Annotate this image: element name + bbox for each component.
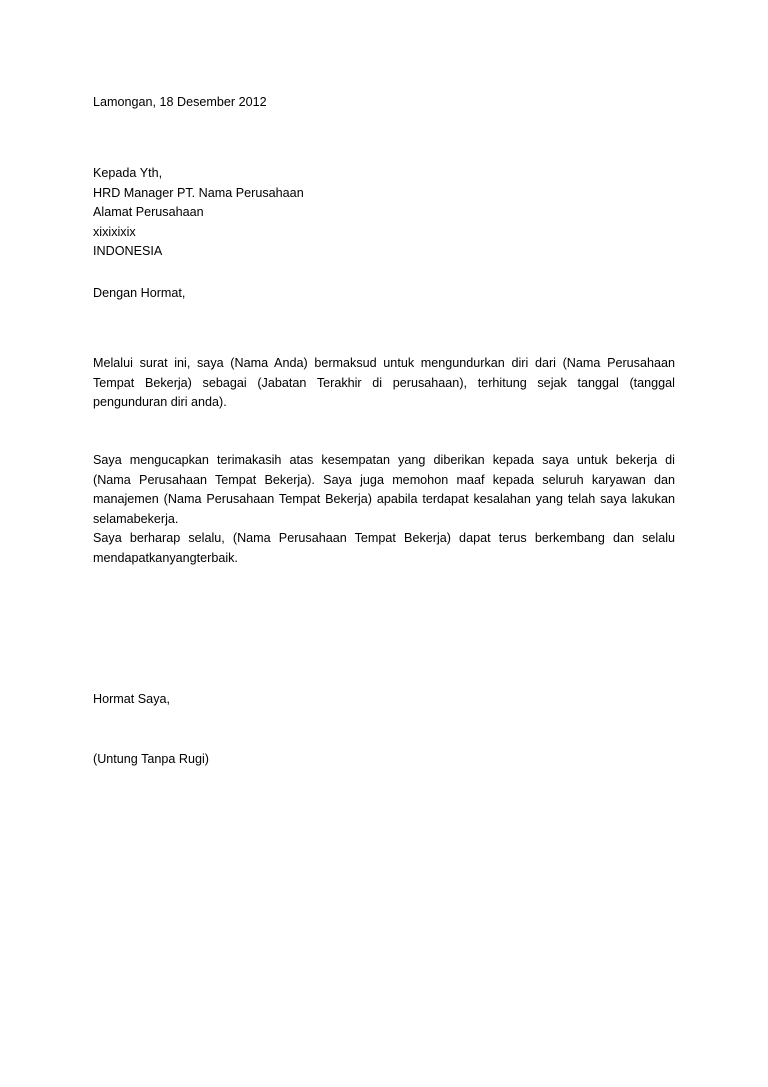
recipient-line: INDONESIA	[93, 244, 163, 259]
paragraph-line: mendapatkanyangterbaik.	[93, 550, 238, 565]
paragraph-line: Saya mengucapkan terimakasih atas kesempatan yang diberikan kepada saya untuk bekerja di	[93, 453, 675, 467]
recipient-line: Alamat Perusahaan	[93, 205, 204, 220]
body-paragraph-1	[93, 354, 675, 413]
date-text: Lamongan, 18 Desember 2012	[93, 95, 267, 109]
signature-text: (Untung Tanpa Rugi)	[93, 752, 209, 766]
paragraph-line: selamabekerja.	[93, 511, 179, 526]
recipient-address	[93, 164, 675, 262]
signature-name	[93, 750, 675, 770]
paragraph-line: Tempat Bekerja) sebagai (Jabatan Terakhir di perusahaan), terhitung sejak tanggal (tanggal	[93, 375, 675, 390]
closing-text: Hormat Saya,	[93, 692, 170, 706]
paragraph-line: Melalui surat ini, saya (Nama Anda) bermaksud untuk mengundurkan diri dari (Nama Perusahaan	[93, 356, 675, 370]
paragraph-line: pengunduran diri anda).	[93, 395, 227, 410]
closing	[93, 690, 675, 710]
recipient-line: xixixixix	[93, 224, 136, 239]
paragraph-line: manajemen (Nama Perusahaan Tempat Bekerja) apabila terdapat kesalahan yang telah saya lakukan	[93, 492, 675, 507]
salutation	[93, 284, 675, 304]
recipient-line: HRD Manager PT. Nama Perusahaan	[93, 185, 304, 200]
salutation-text: Dengan Hormat,	[93, 286, 186, 300]
paragraph-line: Saya berharap selalu, (Nama Perusahaan Tempat Bekerja) dapat terus berkembang dan selalu	[93, 531, 675, 546]
body-paragraph-2	[93, 451, 675, 569]
paragraph-line: (Nama Perusahaan Tempat Bekerja). Saya juga memohon maaf kepada seluruh karyawan dan	[93, 472, 675, 487]
letter-date	[93, 93, 675, 113]
recipient-line: Kepada Yth,	[93, 166, 163, 180]
